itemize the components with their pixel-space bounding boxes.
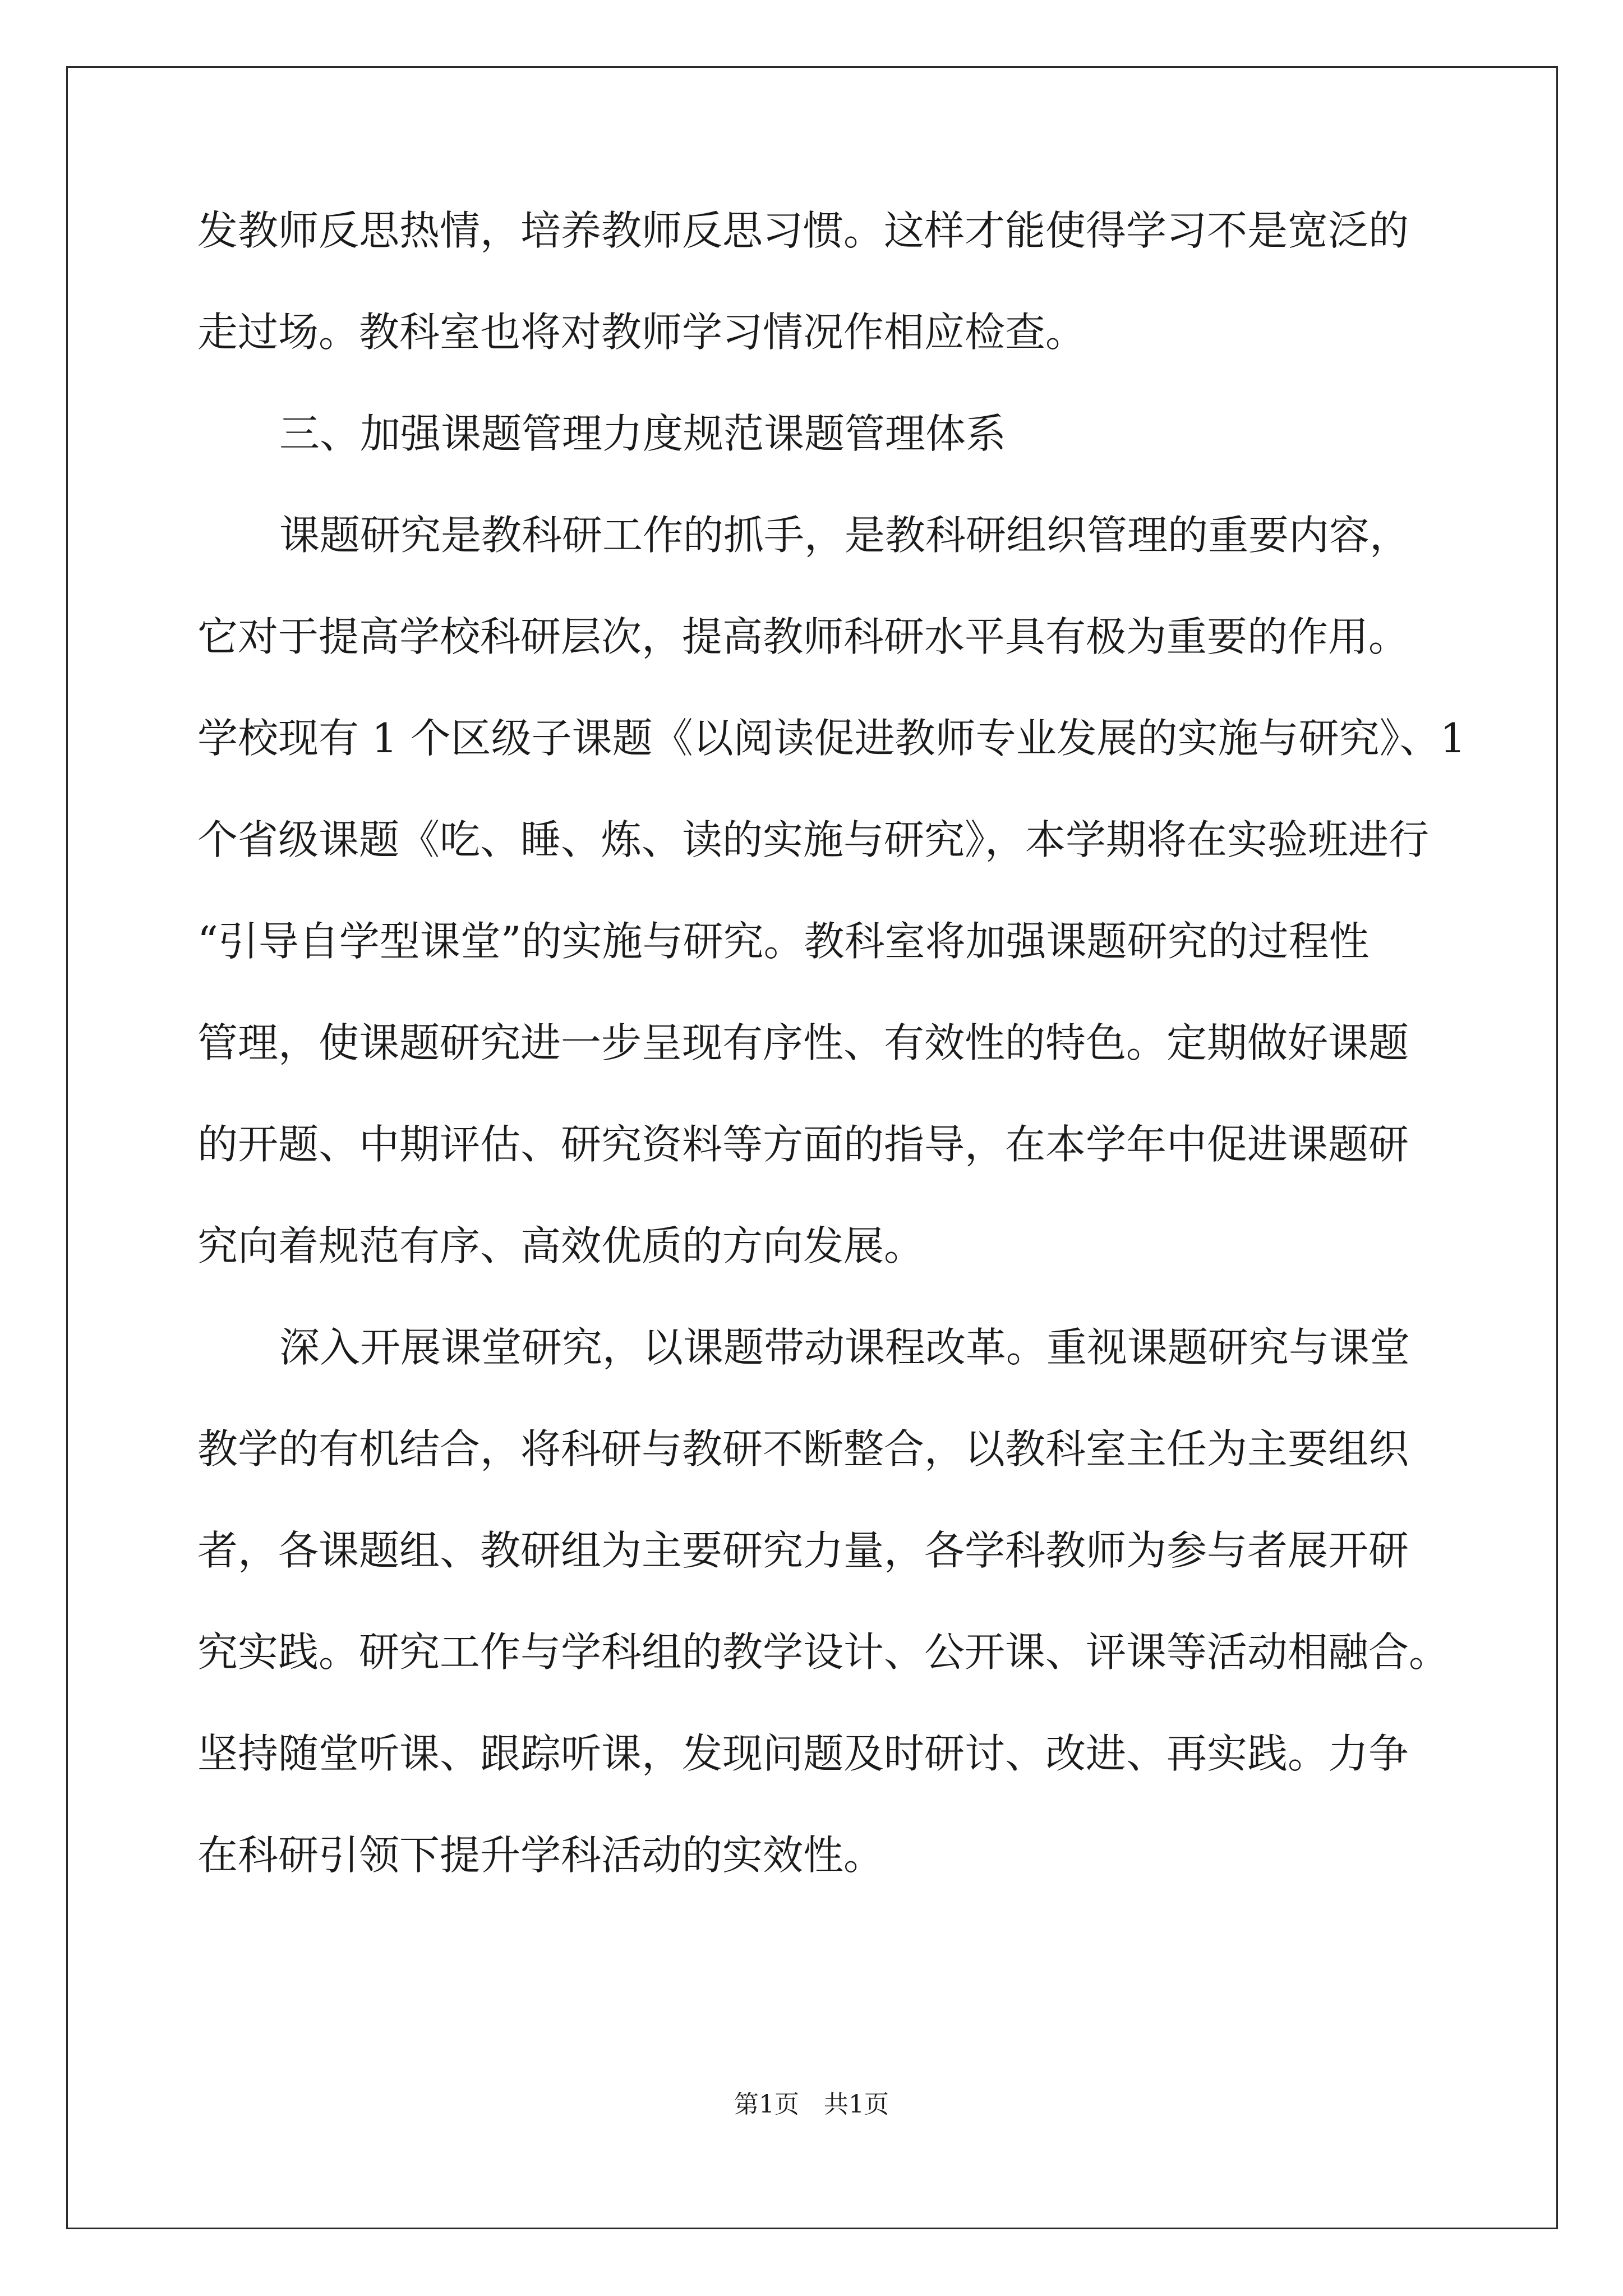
paragraph-start: 深入开展课堂研究，以课题带动课程改革。重视课题研究与课堂 — [279, 1324, 1410, 1371]
text-line: 究向着规范有序、高效优质的方向发展。 — [197, 1222, 925, 1269]
text-line: 的开题、中期评估、研究资料等方面的指导，在本学年中促进课题研 — [197, 1121, 1409, 1168]
text-line: 在科研引领下提升学科活动的实效性。 — [197, 1832, 884, 1879]
text-line: 者，各课题组、教研组为主要研究力量，各学科教师为参与者展开研 — [197, 1527, 1409, 1574]
paragraph-start: 课题研究是教科研工作的抓手，是教科研组织管理的重要内容， — [279, 512, 1410, 559]
text-line: 它对于提高学校科研层次，提高教师科研水平具有极为重要的作用。 — [197, 613, 1409, 660]
page-number: 第1页 共1页 — [734, 2090, 889, 2119]
text-line: 管理，使课题研究进一步呈现有序性、有效性的特色。定期做好课题 — [197, 1019, 1409, 1066]
text-line: 坚持随堂听课、跟踪听课，发现问题及时研讨、改进、再实践。力争 — [197, 1730, 1409, 1777]
text-line: 教学的有机结合，将科研与教研不断整合，以教科室主任为主要组织 — [197, 1425, 1409, 1473]
text-line: 个省级课题《吃、睡、炼、读的实施与研究》，本学期将在实验班进行 — [197, 816, 1430, 863]
text-line: 究实践。研究工作与学科组的教学设计、公开课、评课等活动相融合。 — [197, 1628, 1450, 1676]
text-line: 走过场。教科室也将对教师学习情况作相应检查。 — [197, 309, 1086, 356]
text-line: 发教师反思热情，培养教师反思习惯。这样才能使得学习不是宽泛的 — [197, 207, 1409, 254]
text-line: “引导自学型课堂”的实施与研究。教科室将加强课题研究的过程性 — [197, 918, 1370, 965]
section-heading: 三、加强课题管理力度规范课题管理体系 — [279, 410, 1007, 457]
text-line: 学校现有 1 个区级子课题《以阅读促进教师专业发展的实施与研究》、1 — [197, 715, 1466, 762]
